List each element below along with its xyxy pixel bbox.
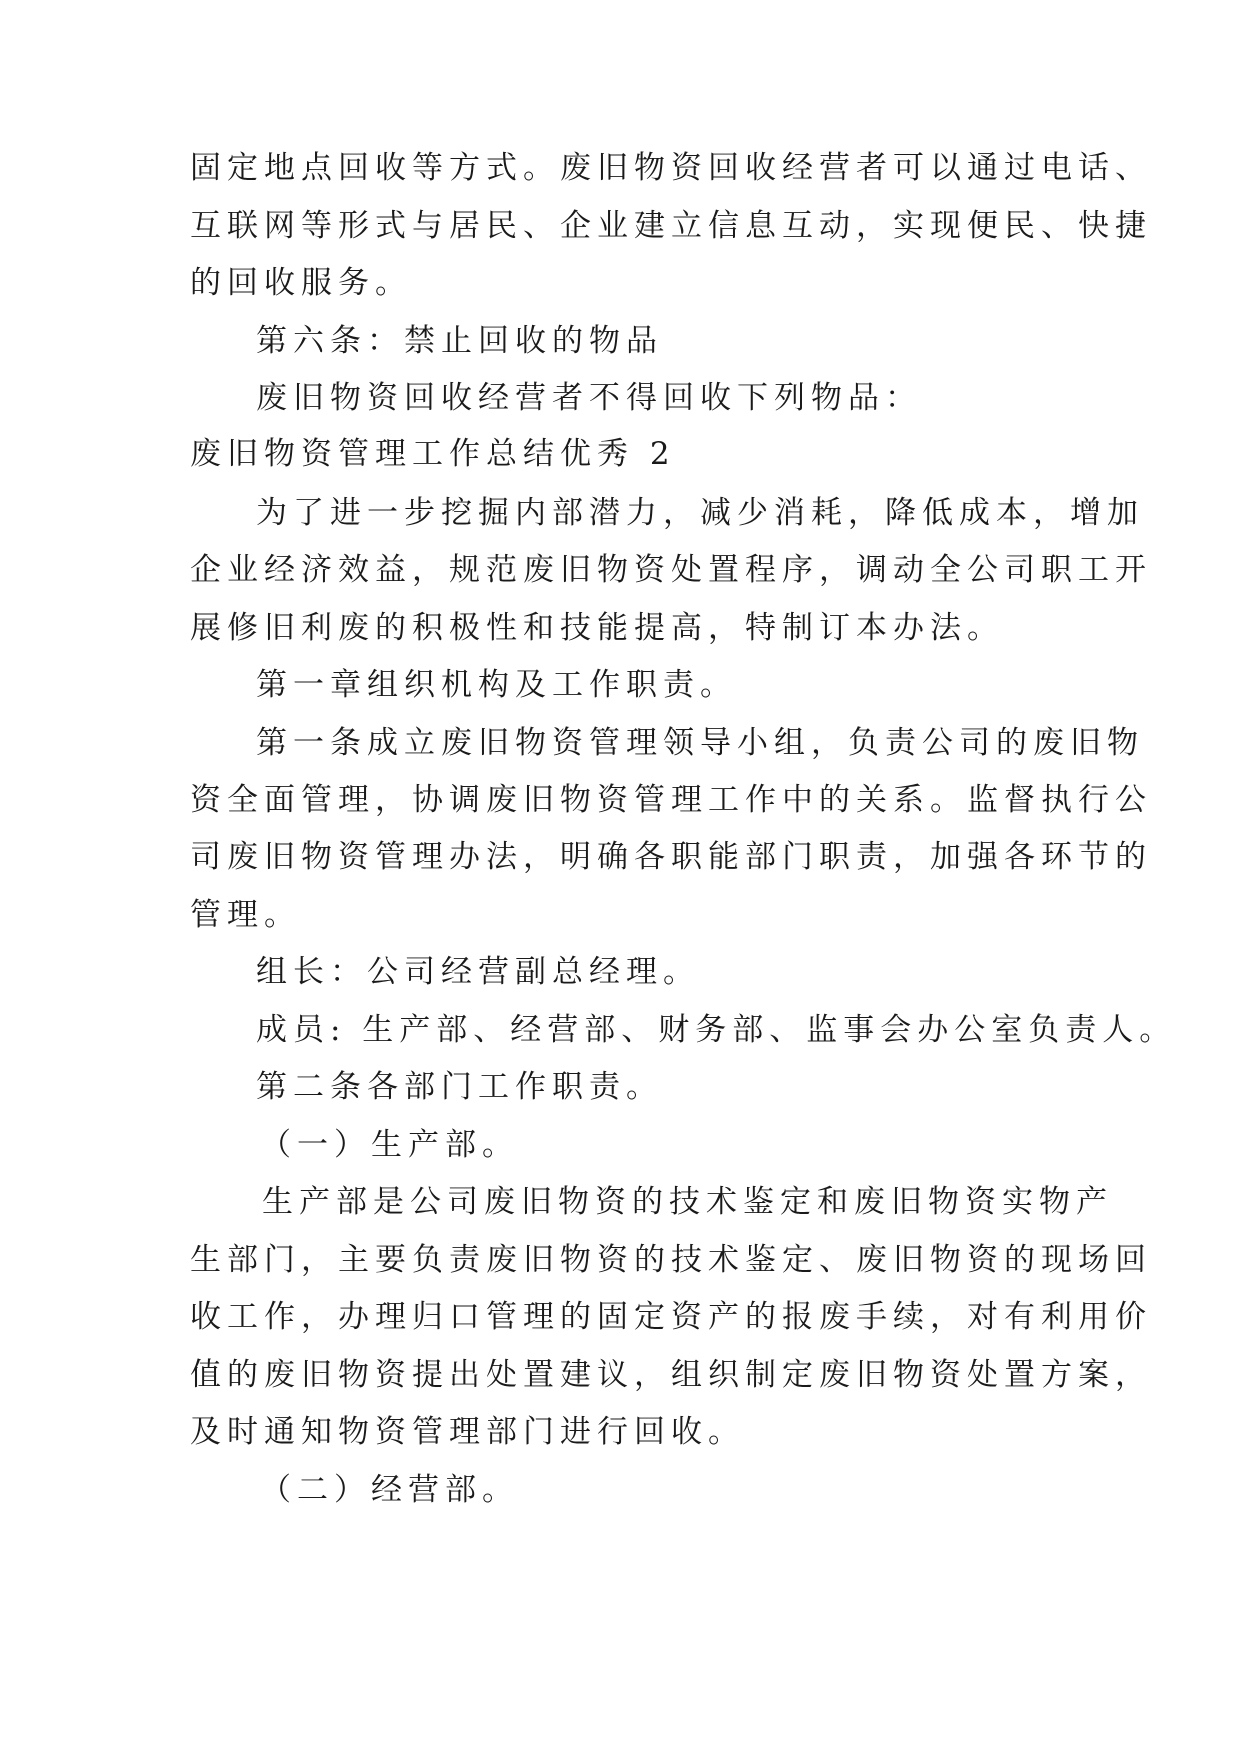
article-heading: 第二条各部门工作职责。 bbox=[256, 1069, 663, 1105]
paragraph-line: 管理。 bbox=[190, 897, 301, 933]
paragraph-line: 资全面管理，协调废旧物资管理工作中的关系。监督执行公 bbox=[190, 782, 1152, 818]
section-title: 废旧物资管理工作总结优秀 2 bbox=[190, 436, 676, 472]
paragraph-line: 收工作，办理归口管理的固定资产的报废手续，对有利用价 bbox=[190, 1299, 1152, 1335]
paragraph-line: 成员: 生产部、经营部、财务部、监事会办公室负责人。 bbox=[256, 1012, 1177, 1048]
paragraph-line: 值的废旧物资提出处置建议，组织制定废旧物资处置方案， bbox=[190, 1357, 1152, 1393]
paragraph-line: 废旧物资回收经营者不得回收下列物品： bbox=[256, 380, 922, 416]
paragraph-line: 组长：公司经营副总经理。 bbox=[256, 954, 700, 990]
paragraph-line: 司废旧物资管理办法，明确各职能部门职责，加强各环节的 bbox=[190, 839, 1152, 875]
paragraph-line: 互联网等形式与居民、企业建立信息互动，实现便民、快捷 bbox=[190, 208, 1152, 244]
article-heading: 第六条：禁止回收的物品 bbox=[256, 323, 663, 359]
paragraph-line: 为了进一步挖掘内部潜力，减少消耗，降低成本，增加 bbox=[256, 495, 1144, 531]
paragraph-line: 的回收服务。 bbox=[190, 265, 412, 301]
subsection-heading: （一）生产部。 bbox=[260, 1127, 519, 1163]
paragraph-line: 展修旧利废的积极性和技能提高，特制订本办法。 bbox=[190, 610, 1004, 646]
subsection-heading: （二）经营部。 bbox=[260, 1472, 519, 1508]
paragraph-line: 及时通知物资管理部门进行回收。 bbox=[190, 1414, 745, 1450]
chapter-heading: 第一章组织机构及工作职责。 bbox=[256, 667, 737, 703]
paragraph-line: 第一条成立废旧物资管理领导小组，负责公司的废旧物 bbox=[256, 725, 1144, 761]
paragraph-line: 生部门，主要负责废旧物资的技术鉴定、废旧物资的现场回 bbox=[190, 1242, 1152, 1278]
paragraph-line: 固定地点回收等方式。废旧物资回收经营者可以通过电话、 bbox=[190, 150, 1152, 186]
paragraph-line: 生产部是公司废旧物资的技术鉴定和废旧物资实物产 bbox=[262, 1184, 1113, 1220]
paragraph-line: 企业经济效益，规范废旧物资处置程序，调动全公司职工开 bbox=[190, 552, 1152, 588]
